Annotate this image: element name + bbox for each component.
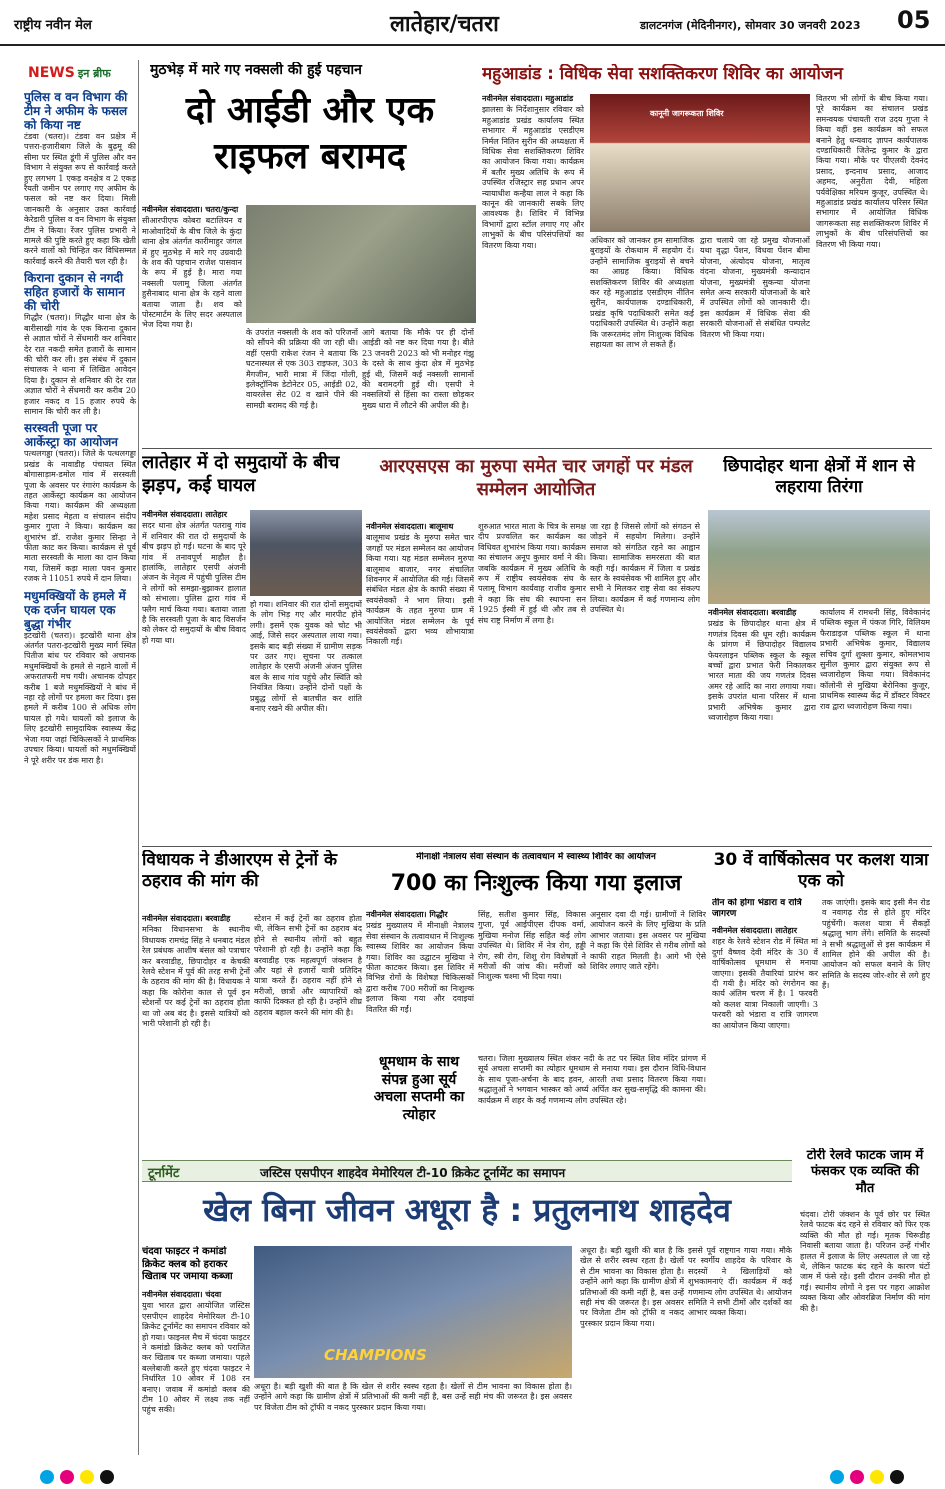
edition-title: लातेहार/चतरा [390,12,499,37]
tournament-label: टूर्नामेंट [148,1166,180,1181]
cricket-headline: खेल बिना जीवन अधूरा है : प्रतुलनाथ शाहदेव [203,1191,731,1229]
cricket-byline: नवीनमेल संवाददाता। चंदवा [142,1290,222,1299]
kalash-byline: नवीनमेल संवाददाता। लातेहार [712,926,797,935]
rss-byline: नवीनमेल संवाददाता। बालूमाथ [366,522,454,531]
flag-text: प्रखंड के छिपादोहर थाना क्षेत्र में गणतंत्र दिवस की धूम रही। कार्यक्रम के प्रांगण में छिपादोहर विद्यालय फेयरलाइन पब्लिक स्कूल के स्कूल बच्चों द्वारा प्रभात फेरी निकालकर भारत माता की जय गणतंत्र दिवस अमर रहे आदि का नारा लगाया गया। इसके उपरांत थाना परिसर में थाना प्रभारी अभिषेक कुमार द्वारा ध्वजारोहण किया गया। [708,619,816,723]
legal-body-col1 [482,94,584,254]
kalash-subhead: तीन को होगा भंडारा व रात्रि जागरण [712,898,802,920]
clash-body-col2: हो गया। शनिवार की रात दोनों समुदायों के लोग भिड़ गए और मारपीट होने लगी। इसमें एक युवक को चोट भी आई, जिसे सदर अस्पताल लाया गया। इसके बाद बड़ी संख्या में ग्रामीण सड़क पर उतर गए। सूचना पर तत्काल लातेहार के एसपी अंजनी अंजन पुलिस बल के साथ गांव पहुंचे और स्थिति को नियंत्रित किया। उन्होंने दोनों पक्षों के प्रबुद्ध लोगों से बातचीत कर शांति बनाए रखने की अपील की। [250,600,362,714]
cricket-kicker: जस्टिस एसपीएन शाहदेव मेमोरियल टी-10 क्रिकेट टूर्नामेंट का समापन [260,1166,566,1180]
flag-body-col1 [708,608,816,840]
cricket-text: युवा भारत द्वारा आयोजित जस्टिस एसपीएन शाहदेव मेमोरियल टी-10 क्रिकेट टूर्नामेंट का समापन रविवार को हो गया। फाइनल मैच में चंदवा फाइटर ने कमांडो क्रिकेट क्लब को पराजित कर खिताब पर कब्जा जमाया। पहले बल्लेबाजी करते हुए चंदवा फाइटर ने निर्धारित 10 ओवर में 108 रन बनाए। जवाब में कमांडो क्लब की टीम 10 ओवर में लक्ष्य तक नहीं पहुंच सकी। [142,1301,250,1415]
section-divider [142,846,932,847]
legal-camp-photo [590,94,810,232]
clash-byline: नवीनमेल संवाददाता। लातेहार [142,510,227,519]
naxal-headline: दो आईडी और एक राइफल बरामद [185,90,435,177]
brief-headline: मधुमक्खियों के हमले में एक दर्जन घायल एक बुद्धा गंभीर [24,588,126,631]
section-divider [142,448,932,449]
rss-body-col2: शुरुआत भारत माता के चित्र के समक्ष दीप प्रज्वलित कर कार्यक्रम का विधिवत शुभारंभ किया गया। कार्यक्रम का संचालन अनूप कुमार वर्मा ने की। जबकि कार्यक्रम में मुख्य अतिथि के रूप में राष्ट्रीय स्वयंसेवक संघ के पलामू विभाग कार्यवाह राजीव कुमार ने कहा कि संघ की स्थापना सन 1925 ईस्वी में हुई थी और तब से संघ राष्ट्र निर्माण में लगा है। [478,522,586,625]
naxal-body-col2: के उपरांत नक्सली के शव को परिजनों को सौंपने की प्रक्रिया की जा रही थी। वहीं एसपी राकेश रंजन ने बताया कि घटनास्थल से एक 303 राइफल, 303 मैगजीन, भारी मात्रा में जिंदा गोली, इलेक्ट्रॉनिक डेटोनेटर 05, आईडी 02, वायरलेस सेट 02 व खाने पीने की सामग्री बरामद की गई है। [246,328,358,410]
surya-headline: धूमधाम के साथ संपन्न हुआ सूर्य अचला सप्तमी का त्योहार [373,1054,465,1123]
legal-body-col4: वितरण भी लोगों के बीच किया गया। पूरे कार्यक्रम का संचालन प्रखंड समन्वयक पंचायती राज उदय गुप्ता ने किया वहीं इस कार्यक्रम को सफल बनाने हेतु धन्यवाद ज्ञापन कार्यपालक दण्डाधिकारी जितेन्द्र कुमार के द्वारा किया गया। मौके पर पीएलवी देवनंद प्रसाद, इन्दनाथ प्रसाद, आजाद अहमद, अनुरीता देवी, महिला पर्यवेक्षिका मरियम कुजूर, उपस्थित थे। महुआडांड प्रखंड कार्यालय परिसर स्थित सभागार में आयोजित विधिक जागरूकता सह सशक्तिकरण शिविर में लाभुकों के बीच परिसंपत्तियों का वितरण भी किया गया। [816,94,928,249]
kalash-body-col1 [712,926,818,1144]
naxal-byline: नवीनमेल संवाददाता। चतरा/कुन्दा [142,205,239,214]
column-divider [138,60,139,1455]
cricket-subhead: चंदवा फाइटर ने कमांडो क्रिकेट क्लब को हराकर खिताब पर जमाया कब्जा [142,1246,233,1282]
surya-body: चतरा। जिला मुख्यालय स्थित शंकर नदी के तट पर स्थित शिव मंदिर प्रांगण में सूर्य अचला सप्तमी का त्योहार धूमधाम से मनाया गया। इस दौरान विधि-विधान के साथ पूजा-अर्चना के बाद हवन, आरती तथा प्रसाद वितरण किया गया। श्रद्धालुओं ने भगवान भास्कर को अर्घ्य अर्पित कर सुख-समृद्धि की कामना की। कार्यक्रम में शहर के कई गणमान्य लोग उपस्थित रहे। [478,1054,706,1105]
mla-text: मनिका विधानसभा के स्थानीय विधायक रामचंद्र सिंह ने धनबाद मंडल रेल प्रबंधक आशीष बंसल को पत्राचार कर बरवाडीह, छिपादोहर व केचकी रेलवे स्टेशन में पूर्व की तरह सभी ट्रेनों के ठहराव की मांग की है। विधायक ने कहा कि कोरोना काल से पूर्व इन स्टेशनों पर कई ट्रेनों का ठहराव होता था जो अब बंद है। इससे यात्रियों को भारी परेशानी हो रही है। [142,925,250,1029]
tournament-strip [142,1160,792,1182]
yellow-swatch [870,1470,884,1484]
brief-headline: सरस्वती पूजा पर आर्केस्ट्रा का आयोजन [24,421,118,450]
page-number: 05 [897,6,931,34]
cricket-body-col3: अधूरा है। बड़ी खुशी की बात है कि खेल से शरीर स्वस्थ रहता है। खेलों से टीम भावना का विकास होता है। उन्होंने आगे कहा कि ग्रामीण क्षेत्रों में प्रतिभाओं की कमी नहीं है, बस उन्हें सही मंच की जरूरत है। इस अवसर पर विजेता टीम को ट्रॉफी व नकद पुरस्कार प्रदान किया गया। [580,1246,684,1328]
flag-headline: छिपादोहर थाना क्षेत्रों में शान से लहराया तिरंगा [723,456,915,498]
legal-headline: महुआडांड : विधिक सेवा सशक्तिकरण शिविर का आयोजन [482,64,843,84]
brief-body: इटखोरी (चतरा)। इटखोरी थाना क्षेत्र अंतर्गत पतरा-इटखोरी मुख्य मार्ग स्थित पितीज बांध पर रविवार को अचानक मधुमक्खियों के हमले से नहाने वालों में अफरातफरी मच गयी। अचानक दोपहर करीब 1 बजे मधुमक्खियों ने बांध में नहा रहे लोगों पर हमला कर दिया। इस हमले में करीब 100 से अधिक लोग घायल हो गये। घायलों को इलाज के लिए इटखोरी सामुदायिक स्वास्थ्य केंद्र भेजा गया जहां चिकित्सकों ने प्राथमिक उपचार किया। घायलों को मधुमक्खियों ने पूरे शरीर पर डंक मारा है। [24,630,136,765]
brief-headline: किराना दुकान से नगदी सहित हजारों के सामान की चोरी [24,271,125,314]
cyan-swatch [830,1470,844,1484]
black-swatch [890,1470,904,1484]
cricket-body-col1 [142,1290,250,1454]
brief-label: इन ब्रीफ [77,67,111,80]
naxal-seized-items-photo [246,205,476,323]
health-body-col1 [366,910,474,1050]
newspaper-brand: राष्ट्रीय नवीन मेल [14,18,92,33]
naxal-text: सीआरपीएफ कोबरा बटालियन व माओवादियों के बीच जिले के कुंदा थाना क्षेत्र अंतर्गत कारीमाहुर जंगल में हुए मुठभेड़ में मारे गए उग्रवादी के शव की पहचान राजेश पासवान के रूप में हुई है। मारा गया नक्सली पलामू जिला अंतर्गत हुसैनाबाद थाना क्षेत्र के रहने वाला बताया जाता है। शव को पोस्टमार्टम के लिए सदर अस्पताल भेज दिया गया है। [142,216,242,330]
health-body-col2: सिंह, सतीश कुमार सिंह, विकास गुप्ता, पूर्व आईपीएस दीपक वर्मा, मुखिया मनोज सिंह सहित कई लोग उपस्थित थे। शिविर में नेत्र रोग, हड्डी रोग, स्त्री रोग, शिशु रोग विशेषज्ञों ने मरीजों की जांच की। मरीजों को निःशुल्क चश्मा भी दिया गया। [478,910,586,982]
flag-body-col2: कार्यालय में रामधनी सिंह, विवेकानंद पब्लिक स्कूल में पंकज गिरि, विलियम फैराडाइज पब्लिक स्कूल में थाना प्रभारी अभिषेक कुमार, विद्यालय सचिव दुर्गा शुक्ला कुमार, कोमलभाय सुनील कुमार द्वारा संयुक्त रूप से ध्वजारोहण किया गया। विवेकानंद कॉलोनी से मुखिया बेरोनिका कुजूर, प्राथमिक स्वास्थ्य केंद्र में डॉक्टर विक्टर राव द्वारा ध्वजारोहण किया गया। [820,608,930,711]
news-brief-badge [28,62,128,84]
brief-body: गिद्धौर (चतरा)। गिद्धौर थाना क्षेत्र के बारीसाखी गांव के एक किराना दुकान से अज्ञात चोरों ने सेंधमारी कर शनिवार देर रात नकदी समेत हजारों के सामान की चोरी कर ली। इस संबंध में दुकान संचालक ने थाना में लिखित आवेदन दिया है। दुकान से शनिवार की देर रात अज्ञात चोरों ने सेंधमारी कर करीब 20 हजार नकद व 15 हजार रुपये के सामान कि चोरी कर ली है। [24,313,136,416]
kalash-headline: 30 वें वार्षिकोत्सव पर कलश यात्रा एक को [713,850,929,892]
brief-body: पत्थलगड्डा (चतरा)। जिले के पत्थलगड्डा प्रखंड के नावाडीह पंचायत स्थित बोगासाड़ाम-डमोल गांव में सरस्वती पूजा के अवसर पर रंगारंग कार्यक्रम के तहत आर्केस्ट्रा कार्यक्रम का आयोजन किया गया। कार्यक्रम की अध्यक्षता महेश प्रसाद मेहता व संचालन संदीप कुमार गुप्ता ने किया। कार्यक्रम का शुभारंभ डॉ. राजेश कुमार सिन्हा ने फीता काट कर किया। कार्यक्रम से पूर्व माता सरस्वती के माला का दान किया गया, जिसमें कड़ा माला पवन कुमार रजक ने 11051 रुपये में दान लिया। [24,449,136,584]
mla-body-col1 [142,914,250,1144]
news-brief-column [24,86,136,1456]
mla-byline: नवीनमेल संवाददाता। बरवाडीह [142,914,231,923]
kalash-body-col2: तक जाएंगी। इसके बाद इसी मैन रोड व नवागढ़ रोड से होते हुए मंदिर पहुंचेंगी। कलश यात्रा में सैकड़ों श्रद्धालु भाग लेंगे। समिति के सदस्यों ने सभी श्रद्धालुओं से इस कार्यक्रम में शामिल होने की अपील की है। आयोजन को सफल बनाने के लिए समिति के सदस्य जोर-शोर से लगे हुए हैं। [822,898,930,991]
flag-byline: नवीनमेल संवाददाता। बरवाडीह [708,608,797,617]
health-body-col3: अनुसार दवा दी गई। ग्रामीणों ने शिविर आयोजन करने के लिए मुखिया के प्रति आभार जताया। इस अवसर पर मुखिया ने कहा कि ऐसे शिविर से गरीब लोगों को काफी राहत मिलती है। आगे भी ऐसे शिविर लगाए जाते रहेंगे। [590,910,706,972]
clash-headline: लातेहार में दो समुदायों के बीच झड़प, कई घायल [142,452,340,496]
health-text: प्रखंड मुख्यालय में मीनाक्षी नेत्रालय सेवा संस्थान के तत्वावधान में निःशुल्क स्वास्थ्य शिविर का आयोजन किया गया। शिविर का उद्घाटन मुखिया ने फीता काटकर किया। इस शिविर में विभिन्न रोगों के विशेषज्ञ चिकित्सकों द्वारा करीब 700 मरीजों का निःशुल्क इलाज किया गया और दवाइयां वितरित की गईं। [366,921,474,1014]
mla-headline: विधायक ने डीआरएम से ट्रेनों के ठहराव की मांग की [142,850,338,892]
rss-body-col1 [366,522,474,840]
camp-banner-text: कानूनी जागरूकता शिविर [650,109,724,118]
cyan-swatch [40,1470,54,1484]
legal-body-col3: द्वारा चलाये जा रहे प्रमुख योजनाओं यथा वृद्धा पेंशन, विधवा पेंशन बीमा योजना, अंत्योदय योजना, मातृत्व वंदना योजना, मुख्यमंत्री कन्यादान योजना, मुख्यमंत्री सुकन्या योजना समेत अन्य सरकारी योजनाओं के बारे में उपस्थित लोगों को जानकारी दी। इस कार्यक्रम में विधिक सेवा की सरकारी योजनाओं से संबंधित पम्पलेट वितरण भी किया गया। [700,236,810,339]
brief-body: टंडवा (चतरा)। टंडवा वन प्रक्षेत्र में पत्तरा-हजारीबाग जिले के बुढ़मू की सीमा पर स्थित डूंगी में पुलिस और वन विभाग ने संयुक्त रूप से कार्रवाई करते हुए लगभग 1 एकड़ वनक्षेत्र व 2 एकड़ रैयती जमीन पर लगाए गए अफीम के फसल को नष्ट कर दिया। मिली जानकारी के अनुसार उक्त कार्रवाई केरेडारी पुलिस व वन विभाग के संयुक्त टीम ने किया। रेंजर पुलिस प्रभारी ने मामले की पुष्टि करते हुए कहा कि खेती करने वालों को चिन्हित कर विधिसम्मत कार्रवाई करने की तैयारी चल रही है। [24,132,136,266]
masthead [0,0,945,46]
clash-text: सदर थाना क्षेत्र अंतर्गत पतराबु गांव में शनिवार की रात दो समुदायों के बीच झड़प हो गई। घटना के बाद पूरे गांव में तनावपूर्ण माहौल है। हालांकि, लातेहार एसपी अंजनी अंजन के नेतृत्व में पहुंची पुलिस टीम ने लोगों को समझा-बुझाकर हालात को संभाला। पुलिस द्वारा गांव में फ्लैग मार्च किया गया। बताया जाता है कि सरस्वती पूजा के बाद विसर्जन को लेकर दो समुदायों के बीच विवाद हो गया था। [142,521,246,645]
champions-banner-text: CHAMPIONS [324,1346,427,1364]
cricket-champions-photo [254,1246,572,1378]
health-headline: 700 का निःशुल्क किया गया इलाज [390,871,682,896]
legal-text: झालसा के निर्देशानुसार रविवार को महुआडांड प्रखंड कार्यालय स्थित सभागार में महुआडांड एसडीएम निर्मल नितिन सुरीन की अध्यक्षता में विधिक सेवा सशक्तिकरण शिविर का आयोजन किया गया। कार्यक्रम में बतौर मुख्य अतिथि के रूप में उपस्थित रजिस्ट्रार सह प्रधान अपर न्यायाधीश कन्हैया लाल ने कहा कि कानून की जानकारी सबके लिए आवश्यक है। शिविर में विभिन्न विभागों द्वारा स्टॉल लगाए गए और लाभुकों के बीच परिसंपत्तियों का वितरण किया गया। [482,105,584,250]
brief-headline: पुलिस व वन विभाग की टीम ने अफीम के फसल को किया नष्ट [24,90,128,132]
clash-body-col1 [142,510,246,850]
train-headline: टोरी रेलवे फाटक जाम में फंसकर एक व्यक्ति की मौत [806,1148,924,1196]
cricket-body-col2: अधूरा है। बड़ी खुशी की बात है कि खेल से शरीर स्वस्थ रहता है। खेलों से टीम भावना का विकास होता है। उन्होंने आगे कहा कि ग्रामीण क्षेत्रों में प्रतिभाओं की कमी नहीं है, बस उन्हें सही मंच की जरूरत है। इस अवसर पर विजेता टीम को ट्रॉफी व नकद पुरस्कार प्रदान किया गया। [254,1382,572,1412]
mla-body-col2: स्टेशन में कई ट्रेनों का ठहराव होता थी, लेकिन सभी ट्रेनों का ठहराव बंद होने से स्थानीय लोगों को बहुत परेशानी हो रही है। उन्होंने कहा कि बरवाडीह एक महत्वपूर्ण जंक्शन है और यहां से हजारों यात्री प्रतिदिन यात्रा करते हैं। ठहराव नहीं होने से मरीजों, छात्रों और व्यापारियों को काफी दिक्कत हो रही है। उन्होंने शीघ्र ठहराव बहाल करने की मांग की है। [254,914,362,1017]
yellow-swatch [80,1470,94,1484]
dateline: डालटनगंज (मेदिनीनगर), सोमवार 30 जनवरी 2023 [640,19,861,32]
legal-body-col2: अधिकार को जानकर हम सामाजिक बुराइयों के रोकथाम में सहयोग दें। उन्होंने सामाजिक बुराइयों से बचने का आग्रह किया। विधिक सशक्तिकरण शिविर की अध्यक्षता कर रहे महुआडांड एसडीएम नीतिन सुरीन, कार्यपालक दण्डाधिकारी, प्रखंड कृषि पदाधिकारी समेत कई पदाधिकारी उपस्थित थे। उन्होंने कहा कि जरूरतमंद लोग निःशुल्क विधिक सहायता का लाभ ले सकते हैं। [590,236,694,350]
print-registration-bar [0,1460,945,1489]
naxal-kicker: मुठभेड़ में मारे गए नक्सली की हुई पहचान [150,62,362,78]
magenta-swatch [850,1470,864,1484]
rss-body-col3: जा रहा है जिससे लोगों को संगठन से जोड़ने में सहयोग मिलेगा। उन्होंने समाज को संगठित रहने का आह्वान किया। सामाजिक समरसता की बात कही गई। कार्यक्रम में जिला व प्रखंड स्तर के स्वयंसेवक भी शामिल हुए और सभी ने मिलकर राष्ट्र सेवा का संकल्प लिया। कार्यक्रम में कई गणमान्य लोग उपस्थित थे। [590,522,700,615]
naxal-body-col3: आगे बताया कि मौके पर ही दोनों आईडी को नष्ट कर दिया गया है। बीते 23 जनवरी 2023 को भी मनोहर गंझू के दस्ते के साथ कुंदा क्षेत्र में मुठभेड़ हुई थी, जिसमें कई नक्सली सामानों की बरामदगी हुई थी। एसपी ने नक्सलियों से हिंसा का रास्ता छोड़कर मुख्य धारा में लौटने की अपील की है। [362,328,474,410]
naxal-body-col1 [142,205,242,420]
magenta-swatch [60,1470,74,1484]
news-label: NEWS [28,65,75,81]
legal-byline: नवीनमेल संवाददाता। महुआडांड [482,94,574,103]
clash-village-photo [250,510,362,596]
rss-text: बालूमाथ प्रखंड के मुरुपा समेत चार जगहों पर मंडल सम्मेलन का आयोजन किया गया। यह मंडल सम्मेलन मुरुपा बालूमाथ बाजार, नगर संचालित शिवनगर में आयोजित की गई। जिसमें संबंधित मंडल क्षेत्र के काफी संख्या में स्वयंसेवकों ने भाग लिया। इसी कार्यक्रम के तहत मुरुपा ग्राम में आयोजित मंडल सम्मेलन के पूर्व स्वयंसेवकों द्वारा भव्य शोभायात्रा निकाली गई। [366,533,474,647]
black-swatch [100,1470,114,1484]
kalash-text: शहर के रेलवे स्टेशन रोड में स्थित मां दुर्गा वैष्णव देवी मंदिर के 30 वें वार्षिकोत्सव धूमधाम से मनाया जाएगा। इसकी तैयारियां प्रारंभ कर दी गयी है। मंदिर को रंगरोगन का कार्य अंतिम चरण में है। 1 फरवरी को कलश यात्रा निकाली जाएगी। 3 फरवरी को भंडारा व रात्रि जागरण का आयोजन किया जाएगा। [712,937,818,1030]
flag-hoisting-photo [708,510,930,604]
rss-headline: आरएसएस का मुरुपा समेत चार जगहों पर मंडल सम्मेलन आयोजित [379,456,693,500]
cricket-body-col4: इससे पूर्व राष्ट्रगान गाया गया। मौके पर स्वर्गीय शाहदेव के परिवार के सदस्यों ने खिलाड़ियों को शुभकामनाएं दीं। कार्यक्रम में कई गणमान्य लोग उपस्थित थे। आयोजन समिति ने सभी टीमों और दर्शकों का आभार व्यक्त किया। [688,1246,792,1318]
health-byline: नवीनमेल संवाददाता। गिद्धौर [366,910,448,919]
health-kicker: मीनाक्षी नेत्रालय सेवा संस्थान के तत्वावधान में स्वास्थ्य शिविर का आयोजन [416,852,656,862]
train-body: चंदवा। टोरी जंक्शन के पूर्व छोर पर स्थित रेलवे फाटक बंद रहने से रविवार को फिर एक व्यक्ति की मौत हो गई। मृतक चिरूडीह निवासी बताया जाता है। परिजन उन्हें गंभीर हालत में इलाज के लिए अस्पताल ले जा रहे थे, लेकिन फाटक बंद रहने के कारण घंटों जाम में फंसे रहे। इसी दौरान उनकी मौत हो गई। स्थानीय लोगों ने इस पर गहरा आक्रोश व्यक्त किया और ओवरब्रिज निर्माण की मांग की है। [800,1210,930,1313]
